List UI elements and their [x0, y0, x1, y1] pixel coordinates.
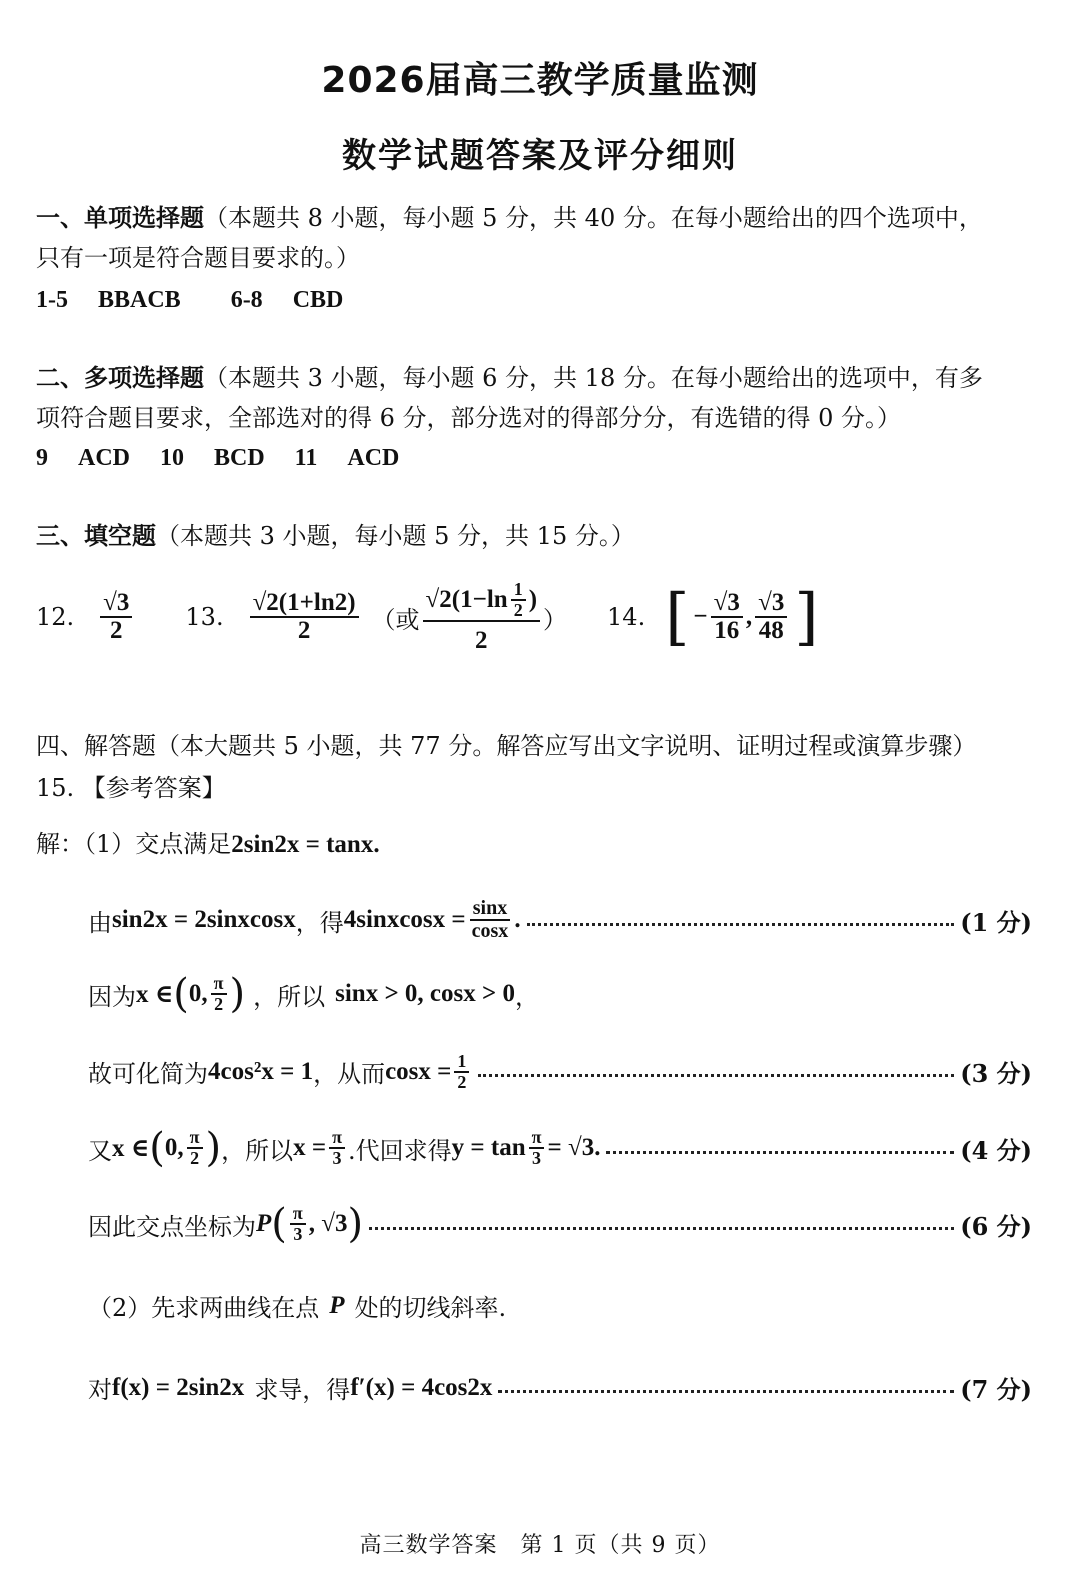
- right-bracket: ]: [794, 580, 819, 654]
- step-4: 又 x ∈ ( 0, $\frac{\pi}{2}$ ) ，所以 x = $\frac{\pi}{3}$ .代回求得 y = tan $\frac{\pi}{3}$ = √3. (4 分): [88, 1125, 1032, 1171]
- section4-header: [36, 732, 976, 761]
- solution-intro: 解：（1）交点满足2sin2x = tanx.: [36, 830, 380, 858]
- answer-range-1-5: 1-5: [36, 287, 68, 313]
- section1-header: [36, 204, 983, 233]
- part-2-intro: （2）先求两曲线在点 P 处的切线斜率.: [88, 1291, 507, 1322]
- exam-title: 2026届高三教学质量监测: [321, 60, 759, 101]
- question-14-lower-bound: $\frac{√3}{16}$: [711, 590, 743, 645]
- section3-desc: （本题共 3 小题，每小题 5 分，共 15 分。）: [156, 522, 635, 550]
- answer-range-6-8: 6-8: [230, 287, 263, 313]
- question-10-answer: BCD: [214, 445, 265, 471]
- section3-header: [36, 522, 635, 551]
- section1-answers: [36, 286, 343, 315]
- step-2: 因为 x ∈ ( 0, $\frac{\pi}{2}$ ) ，所以 sinx > 0, cosx > 0 ，: [88, 971, 540, 1017]
- question-13-answer: $\frac{√2(1+\ln 2)}{2}$: [250, 590, 359, 645]
- question-15-label: 15. 【参考答案】: [36, 774, 226, 802]
- answers-6-8: CBD: [292, 287, 344, 313]
- leader-dots: [527, 923, 955, 926]
- step-1: 由 sin2x = 2sinxcosx ，得 4sinxcosx = $\frac{\sin x}{\cos x}$ . (1 分): [88, 897, 1032, 942]
- section4-desc: （本大题共 5 小题，共 77 分。解答应写出文字说明、证明过程或演算步骤）: [156, 732, 977, 760]
- question-13-alt-answer: √2(1−ln $\frac{1}{2}$ ) 2: [423, 580, 540, 654]
- section2-heading: 二、多项选择题: [36, 364, 204, 392]
- leader-dots: [606, 1151, 954, 1154]
- question-13-close: ）: [543, 605, 568, 634]
- page-footer: 高三数学答案 第 1 页（共 9 页）: [359, 1533, 721, 1558]
- question-11-answer: ACD: [347, 445, 400, 471]
- step-6: 对 f(x) = 2sin2x 求导，得 f′(x) = 4cos2x (7 分): [88, 1370, 1032, 1405]
- question-11-number: 11: [294, 445, 318, 471]
- section1-desc-b: 只有一项是符合题目要求的。）: [36, 244, 360, 272]
- document-subtitle: 数学试题答案及评分细则: [342, 136, 738, 176]
- step-6-score: (7 分): [960, 1375, 1032, 1404]
- question-10-number: 10: [160, 445, 184, 471]
- section4-heading: 四、解答题: [36, 732, 156, 760]
- leader-dots: [369, 1227, 954, 1230]
- question-13-number: 13.: [185, 603, 224, 632]
- step-3-score: (3 分): [960, 1059, 1032, 1089]
- section2-header: [36, 364, 983, 393]
- question-12-number: 12.: [36, 603, 75, 632]
- step-3: 故可化简为 4cos²x = 1 ，从而 cosx = $\frac{1}{2}$ (3 分): [88, 1051, 1032, 1092]
- question-14-number: 14.: [607, 603, 646, 632]
- question-9-answer: ACD: [78, 445, 130, 471]
- section2-desc-a: （本题共 3 小题，每小题 6 分，共 18 分。在每小题给出的选项中，有多: [204, 364, 983, 392]
- step-1-score: (1 分): [960, 907, 1032, 937]
- fill-blank-answers: 12. $\frac{√3}{2}$ 13. $\frac{√2(1+\ln 2)}{2}$ （或 √2(1−ln $\frac{1}{2}$ ) 2 ） 14. [ − $\frac{√3}{16}$ , $\frac{√3}{48}$ ]: [36, 579, 819, 654]
- step-5: 因此交点坐标为 P ( $\frac{\pi}{3}$ , √3 ) (6 分): [88, 1201, 1032, 1247]
- step-4-score: (4 分): [960, 1135, 1032, 1165]
- section2-answers: [36, 444, 399, 473]
- left-bracket: [: [665, 580, 690, 654]
- question-14-upper-bound: $\frac{√3}{48}$: [755, 590, 787, 645]
- section2-desc-b: 项符合题目要求，全部选对的得 6 分，部分选对的得部分分，有选错的得 0 分。）: [36, 404, 902, 432]
- question-13-or-label: （或: [371, 605, 420, 634]
- section1-heading: 一、单项选择题: [36, 204, 204, 232]
- answers-1-5: BBACB: [98, 287, 181, 313]
- leader-dots: [478, 1074, 954, 1077]
- question-9-number: 9: [36, 445, 48, 471]
- question-12-answer: $\frac{√3}{2}$: [100, 590, 132, 645]
- section3-heading: 三、填空题: [36, 522, 156, 550]
- leader-dots: [498, 1390, 954, 1393]
- step-5-score: (6 分): [960, 1211, 1032, 1241]
- section1-desc-a: （本题共 8 小题，每小题 5 分，共 40 分。在每小题给出的四个选项中，: [204, 204, 983, 232]
